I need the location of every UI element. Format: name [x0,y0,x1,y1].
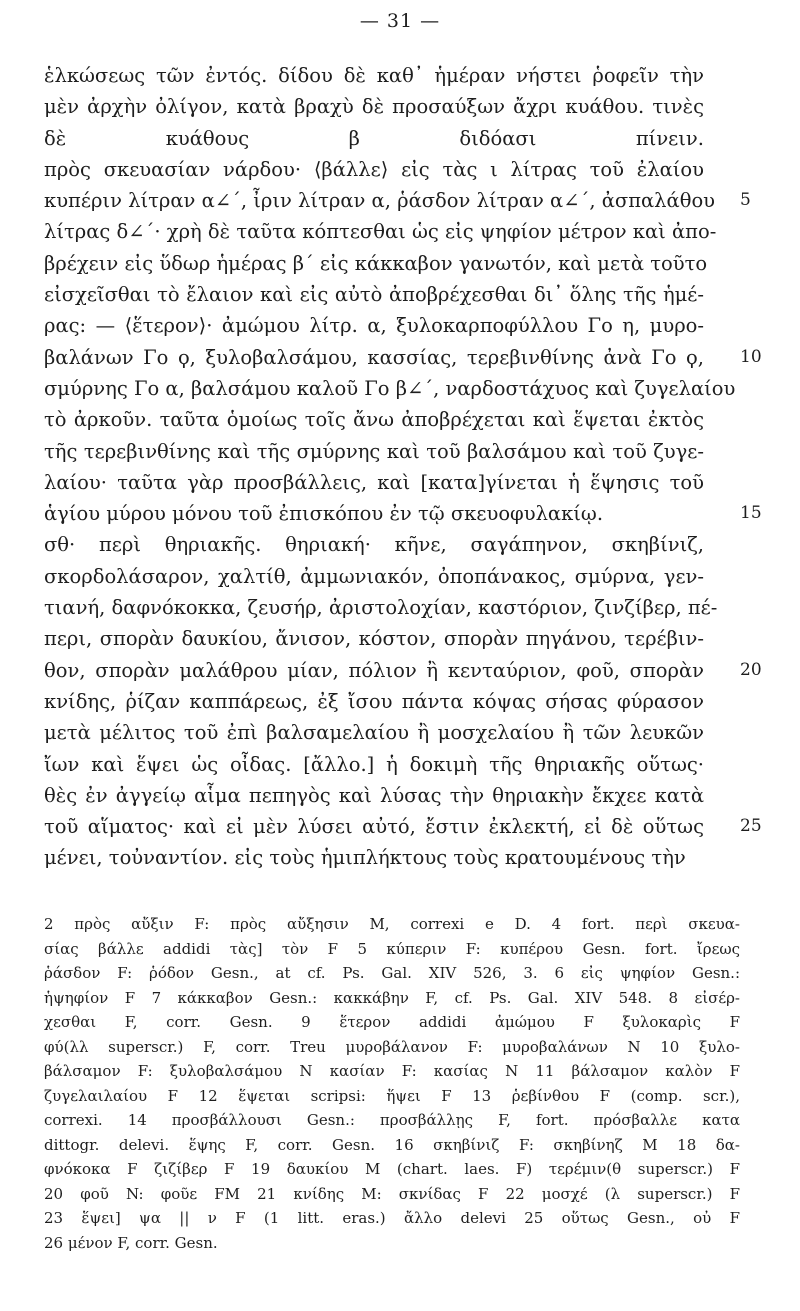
text-line [44,436,704,467]
apparatus-line: 2 πρὸς αὔξιν F: πρὸς αὔξησιν M, correxi e D. 4 fort. περὶ σκευα- [44,915,740,933]
text-line-content: εἰσχεῖσθαι τὸ ἔλαιον καὶ εἰς αὐτὸ ἀποβρέχεσθαι δι᾽ ὅλης τῆς ἡμέ- [44,283,704,307]
text-line [44,123,704,154]
apparatus-line: ἡψηφίον F 7 κάκκαβον Gesn.: κακκάβην F, cf. Ps. Gal. XIV 548. 8 εἰσέρ- [44,988,740,1007]
text-line-content: σκορδολάσαρον, χαλτίθ, ἀμμωνιακόν, ὀποπάνακος, σμύρνα, γεν- [44,564,704,588]
text-line-content: βαλάνων Γο ϙ, ξυλοβαλσάμου, κασσίας, τερεβινθίνης ἀνὰ Γο ϙ, [44,345,704,369]
apparatus-line: σίας βάλλε addidi τὰς] τὸν F 5 κύπεριν F: κυπέρου Gesn. fort. ἴρεως [44,939,740,958]
text-line [44,216,717,247]
text-line-content: κνίδης, ῥίζαν καππάρεως, ἐξ ἴσου πάντα κόψας σήσας φύρασον [44,689,704,713]
text-line-content: τῆς τερεβινθίνης καὶ τῆς σμύρνης καὶ τοῦ βαλσάμου καὶ τοῦ ζυγε- [44,439,704,463]
apparatus-line: βάλσαμον F: ξυλοβαλσάμου N κασίαν F: κασίας N 11 βάλσαμον καλὸν F [44,1062,740,1080]
text-line [44,623,704,654]
text-line [44,342,762,373]
text-line [44,91,704,122]
text-line-content: θὲς ἐν ἀγγείῳ αἷμα πεπηγὸς καὶ λύσας τὴν θηριακὴν ἔκχεε κατὰ [44,783,704,807]
line-number: 15 [740,503,762,524]
text-line-content: τιανή, δαφνόκοκκα, ζευσήρ, ἀριστολοχίαν, καστόριον, ζινζίβερ, πέ- [44,596,718,620]
text-line-content: σθ· περὶ θηριακῆς. θηριακή· κῆνε, σαγάπηνον, σκηβίνιζ, [44,533,704,557]
apparatus-line: φύ(λλ superscr.) F, corr. Treu μυροβάλανον F: μυροβαλάνων N 10 ξυλο- [44,1037,740,1056]
text-line [44,467,704,498]
apparatus-line: ζυγελαιλαίου F 12 ἕψεται scripsi: ἥψει F 13 ῥεβίνθου F (comp. scr.), [44,1086,740,1105]
text-line-content: μένει, τοὐναντίον. εἰς τοὺς ἡμιπλήκτους τοὺς κρατουμένους τὴν [44,846,686,870]
text-line [44,529,704,560]
text-line [44,279,704,310]
text-line-content: ρας: — ⟨ἕτερον⟩· ἀμώμου λίτρ. α, ξυλοκαρποφύλλου Γο η, μυρο- [44,314,704,338]
text-line [44,655,762,686]
text-line-content: τοῦ αἵματος· καὶ εἰ μὲν λύσει αὐτό, ἔστιν ἐκλεκτή, εἰ δὲ οὕτως [44,815,704,839]
critical-apparatus [44,912,740,1255]
apparatus-line: dittogr. delevi. ἕψης F, corr. Gesn. 16 σκηβίνιζ F: σκηβίνηζ M 18 δα- [44,1135,740,1154]
line-number: 10 [740,346,762,367]
text-line [44,248,708,279]
text-line-content: θον, σπορὰν μαλάθρου μίαν, πόλιον ἢ κενταύριον, φοῦ, σπορὰν [44,658,704,682]
apparatus-line: 20 φοῦ N: φοῦε FM 21 κνίδης M: σκνίδας F 22 μοσχέ (λ superscr.) F [44,1184,740,1203]
apparatus-line: φνόκοκα F ζιζίβερ F 19 δαυκίου M (chart. laes. F) τερέμιν(θ superscr.) F [44,1160,740,1178]
line-number: 25 [740,816,762,837]
text-line [44,404,704,435]
text-line [44,154,704,185]
text-line-content: ἁγίου μύρου μόνου τοῦ ἐπισκόπου ἐν τῷ σκευοφυλακίῳ. [44,502,604,526]
text-line [44,842,704,873]
text-line [44,185,751,216]
page-number: — 31 — [359,10,441,32]
text-line [44,561,704,592]
apparatus-line: 23 ἕψει] ψα || ν F (1 litt. eras.) ἄλλο delevi 25 οὕτως Gesn., οὐ F [44,1209,740,1227]
line-number: 20 [740,659,762,680]
text-line [44,498,762,529]
text-line [44,749,704,780]
text-line-content: περι, σπορὰν δαυκίου, ἄνισον, κόστον, σπορὰν πηγάνου, τερέβιν- [44,627,704,651]
text-line-content: τὸ ἀρκοῦν. ταῦτα ὁμοίως τοῖς ἄνω ἀποβρέχεται καὶ ἕψεται ἐκτὸς [44,408,704,432]
text-line-content: μετὰ μέλιτος τοῦ ἐπὶ βαλσαμελαίου ἢ μοσχελαίου ἢ τῶν λευκῶν [44,721,704,745]
text-line-content: ἑλκώσεως τῶν ἐντός. δίδου δὲ καθ᾽ ἡμέραν νήστει ῥοφεῖν τὴν [44,64,704,87]
text-line [44,717,704,748]
text-line [44,811,762,842]
text-line-content: σμύρνης Γο α, βαλσάμου καλοῦ Γο β∠΄, ναρδοστάχυος καὶ ζυγελαίου [44,376,736,400]
apparatus-line: 26 μένον F, corr. Gesn. [44,1233,218,1252]
apparatus-line: correxi. 14 προσβάλλουσι Gesn.: προσβάλλῃς F, fort. πρόσβαλλε κατα [44,1111,740,1129]
line-number: 5 [740,190,751,211]
text-line-content: κυπέριν λίτραν α∠΄, ἶριν λίτραν α, ῥάσδον λίτραν α∠΄, ἀσπαλάθου [44,189,716,213]
text-line [44,780,704,811]
text-line [44,592,718,623]
text-line-content: δὲ κυάθους β διδόασι πίνειν. [44,126,704,150]
text-line [44,686,704,717]
apparatus-line: ῥάσδον F: ῥόδον Gesn., at cf. Ps. Gal. XIV 526, 3. 6 εἰς ψηφίον Gesn.: [44,964,740,982]
text-line-content: βρέχειν εἰς ὕδωρ ἡμέρας β΄ εἰς κάκκαβον γανωτόν, καὶ μετὰ τοῦτο [44,251,708,275]
text-line [44,310,704,341]
main-text [44,60,762,874]
apparatus-line: χεσθαι F, corr. Gesn. 9 ἕτερον addidi ἀμώμου F ξυλοκαρὶς F [44,1013,740,1031]
text-line-content: λίτρας δ∠΄· χρὴ δὲ ταῦτα κόπτεσθαι ὡς εἰς ψηφίον μέτρον καὶ ἀπο- [44,220,717,244]
text-line [44,373,736,404]
text-line [44,60,704,91]
text-line-content: μὲν ἀρχὴν ὀλίγον, κατὰ βραχὺ δὲ προσαύξων ἄχρι κυάθου. τινὲς [44,95,704,119]
text-line-content: λαίου· ταῦτα γὰρ προσβάλλεις, καὶ [κατα]γίνεται ἡ ἕψησις τοῦ [44,470,704,494]
text-line-content: ἴων καὶ ἕψει ὡς οἶδας. [ἄλλο.] ἡ δοκιμὴ τῆς θηριακῆς οὕτως· [44,752,704,776]
text-line-content: πρὸς σκευασίαν νάρδου· ⟨βάλλε⟩ εἰς τὰς ι λίτρας τοῦ ἐλαίου [44,157,704,181]
